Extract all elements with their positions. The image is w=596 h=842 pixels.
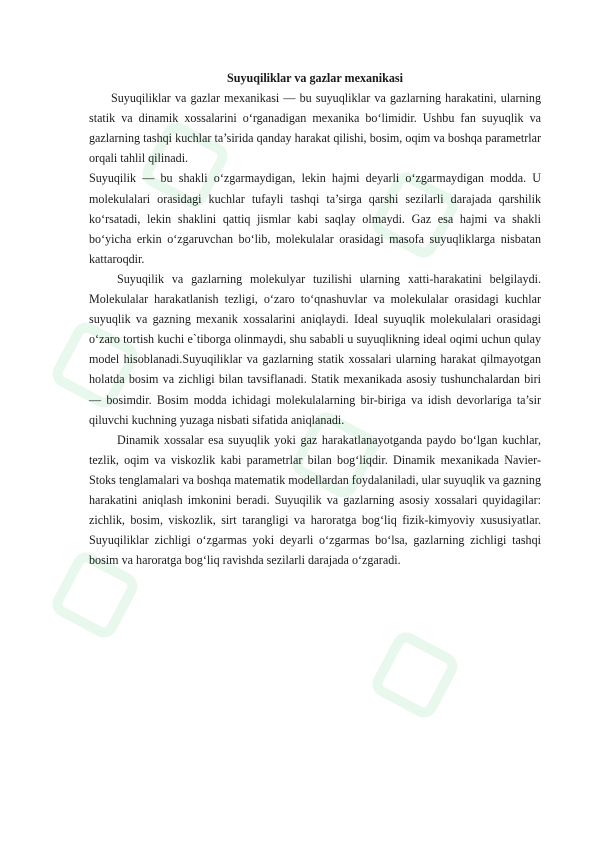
paragraph-2: Suyuqilik — bu shakli o‘zgarmaydigan, lekin hajmi deyarli o‘zgarmaydigan modda. U molekulalari orasidagi kuchlar tufayli tashqi ta’sirga qarshi sezilarli darajada qarshilik ko‘rsatadi, lekin shaklini qattiq jismlar kabi saqlay olmaydi. Gaz esa hajmi va shakli bo‘yicha erkin o‘zgaruvchan bo‘lib, molekulalar orasidagi masofa suyuqliklarga nisbatan kattaroqdir. <box>89 171 541 266</box>
paragraph-3: Suyuqilik va gazlarning molekulyar tuzilishi ularning xatti-harakatini belgilaydi. Molekulalar harakatlanish tezligi, o‘zaro to‘qnashuvlar va molekulalar orasidagi kuchlar suyuqlik va gazning mexanik xossalarini aniqlaydi. Ideal suyuqlik molekulalari orasidagi o‘zaro tortish kuchi e`tiborga olinmaydi, shu sababli u suyuqlikning ideal oqimi uchun qulay model hisoblanadi.Suyuqiliklar va gazlarning statik xossalari ularning harakat qilmayotgan holatda bosim va zichligi bilan tavsiflanadi. Statik mexanikada asosiy tushunchalardan biri — bosimdir. Bosim modda ichidagi molekulalarning bir-biriga va idish devorlariga ta’sir qiluvchi kuchning yuzaga nisbati sifatida aniqlanadi. <box>89 271 541 427</box>
document-title: Suyuqiliklar va gazlar mexanikasi <box>227 71 403 85</box>
document-body <box>89 68 541 570</box>
watermark-glyph <box>368 628 463 723</box>
paragraph-1: Suyuqiliklar va gazlar mexanikasi — bu suyuqliklar va gazlarning harakatini, ularning statik va dinamik xossalarini o‘rganadigan mexanika bo‘limidir. Ushbu fan suyuqlik va gazlarning tashqi kuchlar ta’sirida qanday harakat qilishi, bosim, oqim va boshqa parametrlar orqali tahlil qilinadi. <box>89 91 541 166</box>
paragraph-4: Dinamik xossalar esa suyuqlik yoki gaz harakatlanayotganda paydo bo‘lgan kuchlar, tezlik, oqim va viskozlik kabi parametrlar bilan bog‘liqdir. Dinamik mexanikada Navier-Stoks tenglamalari va boshqa matematik modellardan foydalaniladi, ular suyuqlik va gazning harakatini aniqlash imkonini beradi. Suyuqilik va gazlarning asosiy xossalari quyidagilar: zichlik, bosim, viskozlik, sirt tarangligi va haroratga bog‘liq fizik-kimyoviy xususiyatlar. Suyuqiliklar zichligi o‘zgarmas yoki deyarli o‘zgarmas bo‘lsa, gazlarning zichligi tashqi bosim va haroratga bog‘liq ravishda sezilarli darajada o‘zgaradi. <box>89 432 541 568</box>
